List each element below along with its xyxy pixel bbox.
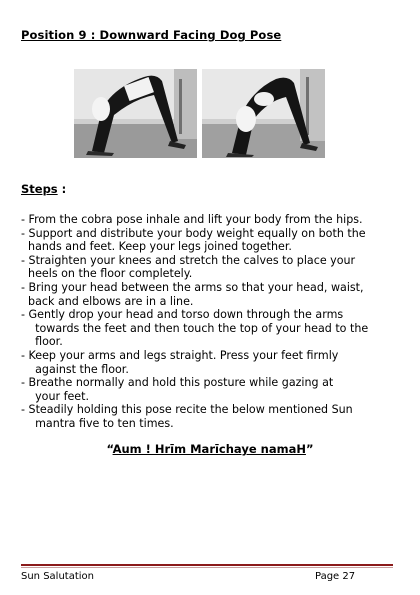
step-line: hands and feet. Keep your legs joined together. (21, 240, 292, 254)
step-line: your feet. (21, 389, 90, 403)
step-line: - Support and distribute your body weight equally on both the (21, 226, 366, 240)
step-line: heels on the floor completely. (21, 267, 193, 281)
step-line: mantra five to ten times. (21, 416, 174, 430)
step-line: - Gently drop your head and torso down through the arms (21, 308, 344, 322)
yoga-pose-image (74, 69, 197, 158)
step-line: towards the feet and then touch the top of your head to the (21, 321, 369, 335)
step-line: floor. (21, 335, 63, 349)
steps-list (21, 213, 401, 431)
mantra-text: Aum ! Hrīm Marīchaye namaH (112, 442, 306, 456)
steps-heading-suffix: : (57, 182, 67, 196)
step-line: - Bring your head between the arms so that your head, waist, (21, 280, 364, 294)
footer-document-title: Sun Salutation (21, 571, 94, 582)
mantra-open-quote: “ (106, 442, 113, 456)
footer-rule (21, 564, 393, 566)
page-title: Position 9 : Downward Facing Dog Pose (21, 28, 282, 42)
steps-heading-word: Steps (21, 182, 58, 196)
step-line: - Breathe normally and hold this posture while gazing at (21, 376, 334, 390)
steps-heading (21, 182, 66, 196)
footer-rule-thin (21, 567, 393, 568)
step-line: - From the cobra pose inhale and lift your body from the hips. (21, 213, 363, 226)
yoga-pose-photo-1 (74, 69, 197, 158)
step-line: - Straighten your knees and stretch the calves to place your (21, 253, 356, 267)
step-line: against the floor. (21, 362, 129, 376)
step-line: - Steadily holding this pose recite the below mentioned Sun (21, 403, 353, 417)
yoga-pose-photo-2 (202, 69, 325, 158)
yoga-pose-image (202, 69, 325, 158)
step-line: - Keep your arms and legs straight. Press your feet firmly (21, 348, 339, 362)
footer-page-number: Page 27 (315, 571, 356, 582)
mantra-close-quote: ” (305, 442, 314, 456)
mantra (0, 442, 420, 456)
step-line: back and elbows are in a line. (21, 294, 194, 308)
